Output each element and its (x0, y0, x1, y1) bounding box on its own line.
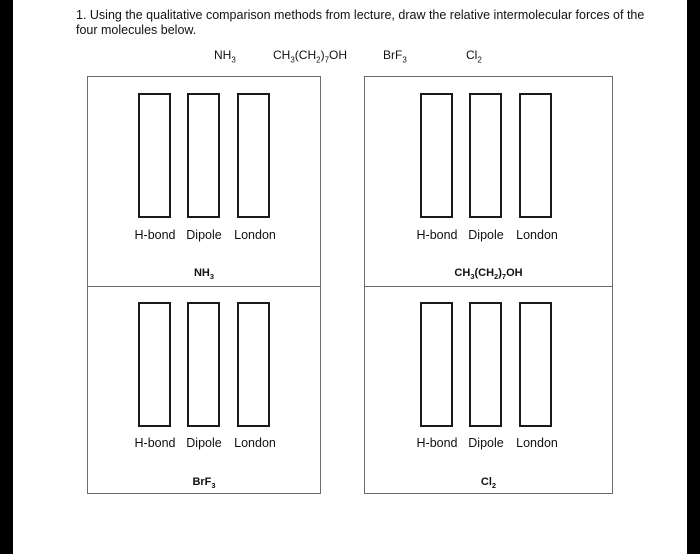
worksheet-page (13, 0, 687, 554)
panel-nh3 (87, 76, 321, 287)
panel-name: $NH_3$ (193, 267, 215, 282)
label-london: London (516, 228, 558, 242)
bar-london[interactable] (237, 93, 270, 218)
panel-name: $Cl_2$ (480, 476, 497, 491)
bar-dipole[interactable] (187, 93, 220, 218)
bar-london[interactable] (519, 93, 552, 218)
header-cl2: $Cl_2$ (466, 48, 482, 65)
header-octanol: $CH_3(CH_2)_7OH$ (273, 48, 348, 65)
bar-hbond[interactable] (138, 302, 171, 427)
label-dipole: Dipole (468, 436, 504, 450)
bar-hbond[interactable] (138, 93, 171, 218)
panel-brf3 (87, 286, 321, 494)
label-dipole: Dipole (186, 436, 222, 450)
label-hbond: H-bond (416, 228, 458, 242)
label-hbond: H-bond (134, 228, 176, 242)
bar-dipole[interactable] (469, 93, 502, 218)
label-london: London (516, 436, 558, 450)
panel-name: $CH_3(CH_2)_7OH$ (454, 267, 523, 282)
label-hbond: H-bond (416, 436, 458, 450)
label-london: London (234, 228, 276, 242)
question-text: 1. Using the qualitative comparison methods from lecture, draw the relative intermolecular forces of the four molecules below. (76, 8, 645, 37)
bar-hbond[interactable] (420, 302, 453, 427)
label-dipole: Dipole (468, 228, 504, 242)
bar-dipole[interactable] (469, 302, 502, 427)
label-dipole: Dipole (186, 228, 222, 242)
bar-hbond[interactable] (420, 93, 453, 218)
bar-london[interactable] (519, 302, 552, 427)
panel-octanol (364, 76, 613, 287)
header-brf3: BrF$_3$ (383, 48, 407, 65)
bar-dipole[interactable] (187, 302, 220, 427)
header-nh3: $NH_3$ (214, 48, 236, 65)
label-hbond: H-bond (134, 436, 176, 450)
panel-name: BrF$_3$ (192, 476, 216, 491)
molecule-header-row (13, 48, 687, 64)
bar-london[interactable] (237, 302, 270, 427)
label-london: London (234, 436, 276, 450)
panel-cl2 (364, 286, 613, 494)
